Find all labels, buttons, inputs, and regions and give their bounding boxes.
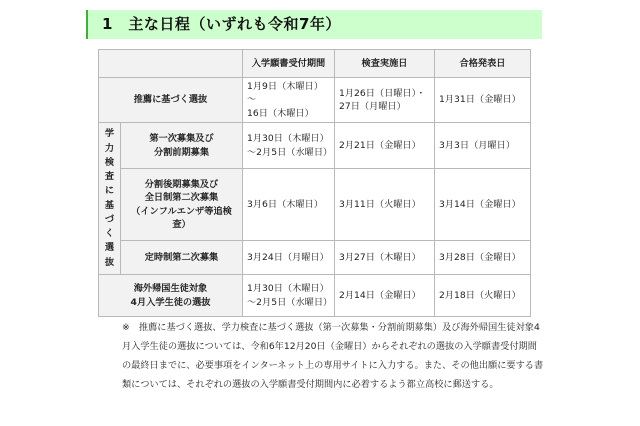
cell-line: 1月30日（木曜日） <box>247 283 329 295</box>
header-corner-cell <box>99 50 243 78</box>
row-label-line: 全日制第二次募集 <box>144 192 219 204</box>
group-label-char: 抜 <box>104 256 115 268</box>
table-row <box>99 123 531 169</box>
cell-line: 3月28日（金曜日） <box>439 251 521 263</box>
cell-result-date <box>435 241 531 275</box>
group-label-char: 力 <box>104 142 115 154</box>
row-label-line: 4月入学生徒の選抜 <box>130 296 211 308</box>
cell-line: 1月9日（木曜日）～ <box>247 81 324 106</box>
cell-result-date <box>435 275 531 317</box>
row-label-line: 定時制第二次募集 <box>144 251 219 263</box>
cell-line: 16日（木曜日） <box>247 107 314 119</box>
header-application-period: 入学願書受付期間 <box>243 50 335 78</box>
row-label-line: 海外帰国生徒対象 <box>133 283 208 295</box>
row-label-line: 推薦に基づく選抜 <box>133 94 208 106</box>
cell-application-period <box>243 78 335 123</box>
cell-application-period <box>243 241 335 275</box>
footnote: ※ 推薦に基づく選抜、学力検査に基づく選抜（第一次募集・分割前期募集）及び海外帰国生徒対象4月入学生徒の選抜については、令和6年12月20日（金曜日）からそれぞれの選抜の入学願書受付期間の最終日までに、必要事項をインターネット上の専用サイトに入力する。また、その他出願に要する書類については、それぞれの選抜の入学願書受付期間内に必着するよう都立高校に郵送する。 <box>122 322 544 390</box>
cell-line: 3月14日（金曜日） <box>439 198 521 210</box>
cell-line: 3月6日（木曜日） <box>247 198 324 210</box>
cell-line: ～2月5日（水曜日） <box>247 296 333 308</box>
table-row <box>99 169 531 241</box>
row-label-first-recruitment <box>121 123 243 169</box>
row-label-second-recruitment <box>121 169 243 241</box>
cell-line: 2月18日（火曜日） <box>439 289 521 301</box>
group-label-char: く <box>104 228 115 240</box>
cell-result-date <box>435 78 531 123</box>
row-label-line: 分割後期募集及び <box>144 178 219 190</box>
header-result-date: 合格発表日 <box>435 50 531 78</box>
cell-line: 3月11日（火曜日） <box>339 198 421 210</box>
cell-line: 1月30日（木曜日） <box>247 133 329 145</box>
row-label-returnee <box>99 275 243 317</box>
cell-exam-date <box>335 169 435 241</box>
cell-line: 3月3日（月曜日） <box>439 139 516 151</box>
cell-exam-date <box>335 241 435 275</box>
group-label-char: 学 <box>104 128 115 140</box>
section-title: 1 主な日程（いずれも令和7年） <box>86 10 542 39</box>
cell-line: 2月21日（金曜日） <box>339 139 421 151</box>
cell-application-period <box>243 275 335 317</box>
cell-exam-date <box>335 78 435 123</box>
row-label-line: 分割前期募集 <box>153 146 210 158</box>
table-row <box>99 275 531 317</box>
group-label-char: 査 <box>104 171 115 183</box>
row-label-recommendation <box>99 78 243 123</box>
cell-exam-date <box>335 275 435 317</box>
group-label-char: に <box>104 185 115 197</box>
group-label-char: 検 <box>104 156 115 168</box>
cell-exam-date <box>335 123 435 169</box>
table-row <box>99 241 531 275</box>
row-label-part-time <box>121 241 243 275</box>
schedule-table <box>98 49 531 317</box>
cell-line: 3月27日（木曜日） <box>339 251 421 263</box>
header-exam-date: 検査実施日 <box>335 50 435 78</box>
table-row <box>99 78 531 123</box>
cell-line: ～2月5日（水曜日） <box>247 146 333 158</box>
group-label-academic-exam <box>99 123 121 275</box>
cell-line: 1月26日（日曜日）・ <box>339 87 426 99</box>
group-label-char: づ <box>104 213 115 225</box>
cell-line: 3月24日（月曜日） <box>247 251 329 263</box>
cell-line: 2月14日（金曜日） <box>339 289 421 301</box>
cell-application-period <box>243 123 335 169</box>
group-label-char: 基 <box>104 199 115 211</box>
table-header-row <box>99 50 531 78</box>
row-label-line: 査） <box>172 218 191 230</box>
cell-result-date <box>435 169 531 241</box>
cell-result-date <box>435 123 531 169</box>
cell-line: 27日（月曜日） <box>339 101 406 113</box>
cell-line: 1月31日（金曜日） <box>439 94 521 106</box>
row-label-line: 第一次募集及び <box>149 133 214 145</box>
group-label-char: 選 <box>104 242 115 254</box>
row-label-line: （インフルエンザ等追検 <box>131 205 232 217</box>
cell-application-period <box>243 169 335 241</box>
